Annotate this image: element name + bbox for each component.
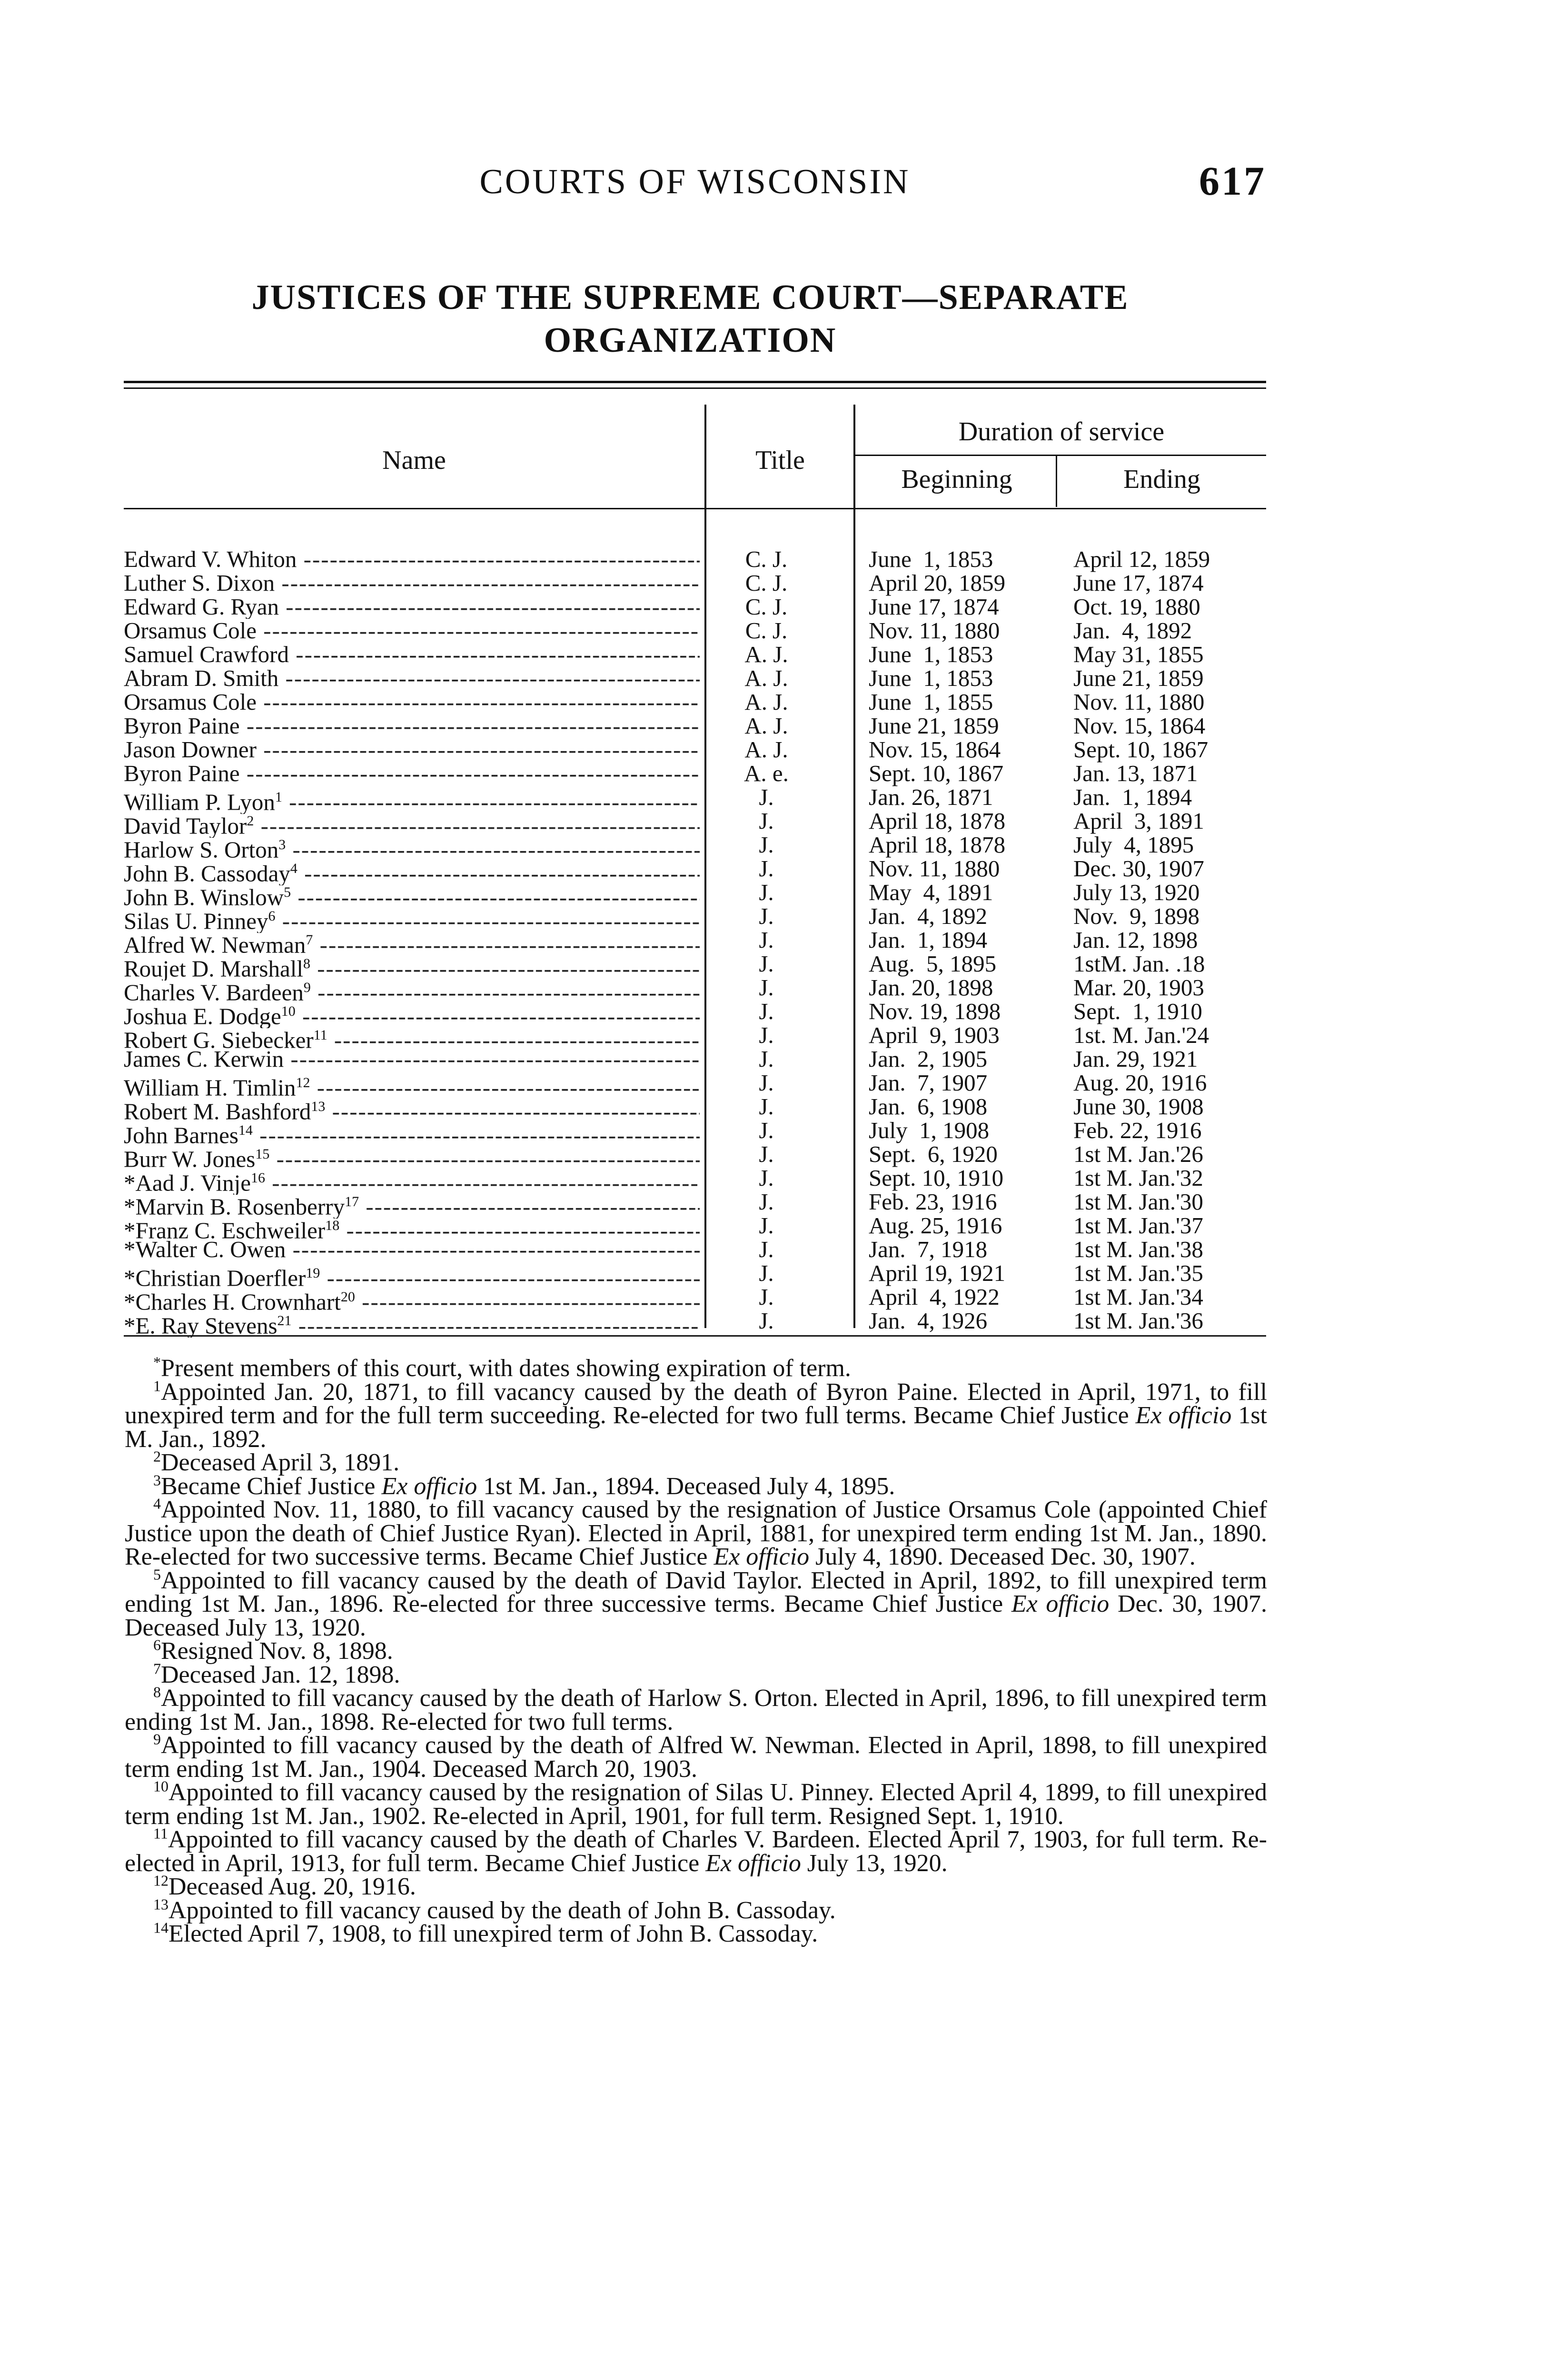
footnote-ref: 12: [296, 1075, 310, 1091]
footnote-italic: Ex officio: [1135, 1402, 1232, 1429]
justice-name-text: *Aad J. Vinje: [124, 1170, 251, 1195]
footnote-mark: 12: [153, 1872, 168, 1889]
service-beginning: Nov. 19, 1898: [869, 998, 1001, 1024]
service-ending: 1st M. Jan.'38: [1073, 1236, 1203, 1262]
service-ending: June 17, 1874: [1073, 570, 1204, 596]
justice-name-text: William P. Lyon: [124, 789, 275, 814]
table-row: [124, 974, 1266, 1005]
justice-title: J.: [759, 784, 774, 810]
footnote-text: Appointed to fill vacancy caused by the resignation of Silas U. Pinney. Elected April 4, 1899, to fill unexpired term ending 1st M. Jan., 1902. Re-elected in April, 1901, for full term. Resigned Sept. 1, 1910.: [125, 1779, 1267, 1830]
footnote-ref: 8: [303, 956, 310, 972]
footnote: [125, 1730, 1267, 1783]
footnote: [125, 1825, 1267, 1877]
service-ending: Sept. 1, 1910: [1073, 998, 1202, 1024]
justice-name-text: Luther S. Dixon: [124, 571, 275, 595]
table-row: [124, 1047, 1266, 1071]
justice-name-text: James C. Kerwin: [124, 1047, 284, 1071]
justice-name-text: Orsamus Cole: [124, 690, 257, 714]
service-beginning: Nov. 15, 1864: [869, 736, 1001, 763]
service-beginning: Sept. 10, 1910: [869, 1165, 1004, 1191]
service-beginning: Aug. 5, 1895: [869, 951, 997, 977]
table-row: [124, 619, 1266, 643]
service-ending: April 3, 1891: [1073, 808, 1204, 834]
footnote-text: Appointed to fill vacancy caused by the death of David Taylor. Elected in April, 1892, to fill unexpired term ending 1st M. Jan., 1896. Re-elected for three successive terms. Became Chief Justice: [125, 1567, 1267, 1617]
table-row: [124, 1212, 1266, 1243]
col-header-ending: Ending: [1123, 465, 1200, 494]
service-beginning: April 9, 1903: [869, 1022, 1000, 1048]
service-beginning: Jan. 7, 1918: [869, 1236, 988, 1262]
footnote-ref: 10: [281, 1003, 296, 1019]
table-row: [124, 1238, 1266, 1261]
justice-name-text: John B. Cassoday: [124, 860, 290, 886]
service-beginning: Sept. 10, 1867: [869, 760, 1004, 786]
footnote-mark: 5: [153, 1566, 161, 1583]
footnote-ref: 9: [303, 980, 311, 995]
service-ending: Nov. 15, 1864: [1073, 713, 1206, 739]
service-beginning: Jan. 6, 1908: [869, 1093, 988, 1120]
page-number: 617: [1199, 158, 1266, 204]
footnote-text: Deceased April 3, 1891.: [161, 1449, 400, 1476]
justice-name-text: Silas U. Pinney: [124, 908, 268, 933]
service-beginning: Feb. 23, 1916: [869, 1189, 997, 1215]
table-row: [124, 1117, 1266, 1148]
table-row: [124, 903, 1266, 933]
running-head: [124, 158, 1266, 214]
footnote: [125, 1448, 1267, 1476]
justice-name-text: Harlow S. Orton: [124, 836, 279, 862]
service-ending: 1st. M. Jan.'24: [1073, 1022, 1209, 1048]
service-beginning: May 4, 1891: [869, 879, 993, 905]
service-ending: May 31, 1855: [1073, 641, 1204, 667]
service-beginning: Jan. 4, 1892: [869, 903, 988, 929]
service-ending: Dec. 30, 1907: [1073, 855, 1204, 882]
justice-name-text: John Barnes: [124, 1122, 238, 1148]
footnote-mark: 1: [153, 1377, 161, 1395]
justice-title: J.: [759, 1284, 774, 1310]
col-header-beginning: Beginning: [901, 465, 1012, 494]
col-header-name: Name: [382, 446, 446, 475]
footnote-ref: 2: [247, 813, 254, 829]
justice-title: J.: [759, 951, 774, 977]
justice-name-text: Byron Paine: [124, 762, 240, 785]
justice-title: J.: [759, 1046, 774, 1072]
table-row: [124, 879, 1266, 910]
table-row: [124, 666, 1266, 690]
justice-title: J.: [759, 1308, 774, 1334]
table-top-rule-1: [124, 381, 1266, 383]
footnote-mark: 8: [153, 1683, 161, 1701]
service-beginning: Sept. 6, 1920: [869, 1141, 998, 1167]
footnote-ref: 21: [277, 1313, 292, 1329]
justice-name: [124, 714, 700, 738]
justice-name: [124, 666, 700, 690]
service-beginning: April 19, 1921: [869, 1260, 1006, 1286]
justice-name: [124, 690, 700, 714]
justice-title: J.: [759, 1117, 774, 1143]
section-title-line-1: JUSTICES OF THE SUPREME COURT—SEPARATE: [251, 278, 1129, 317]
justice-name: [124, 643, 700, 666]
footnote-ref: 7: [306, 932, 313, 948]
service-ending: Nov. 11, 1880: [1073, 689, 1205, 715]
table-row: [124, 808, 1266, 838]
footnote-text: Appointed to fill vacancy caused by the death of Charles V. Bardeen. Elected April 7, 1903, for full term. Re-elected in April, 1913, for full term. Became Chief Justice: [125, 1826, 1267, 1877]
footnote-mark: 14: [153, 1919, 168, 1936]
service-beginning: June 21, 1859: [869, 713, 999, 739]
footnote: [125, 1471, 1267, 1500]
col-header-duration: Duration of service: [958, 417, 1165, 446]
footnote-text: Became Chief Justice: [161, 1472, 382, 1500]
table-row: [124, 1284, 1266, 1314]
footnote-mark: 3: [153, 1471, 161, 1489]
justice-name-text: Joshua E. Dodge: [124, 1003, 281, 1029]
footnote: [125, 1377, 1267, 1453]
footnote: [125, 1495, 1267, 1570]
footnote-text: Resigned Nov. 8, 1898.: [161, 1637, 393, 1665]
running-head-title: COURTS OF WISCONSIN: [479, 162, 911, 201]
footnote: [125, 1353, 1267, 1382]
footnote-mark: 7: [153, 1660, 161, 1677]
footnote-ref: 6: [268, 908, 276, 924]
service-ending: Feb. 22, 1916: [1073, 1117, 1202, 1143]
service-ending: June 21, 1859: [1073, 665, 1204, 691]
footnote: [125, 1660, 1267, 1688]
justice-name: [124, 595, 700, 619]
footnote-text: Present members of this court, with dates showing expiration of term.: [161, 1355, 851, 1382]
footnote-text: Appointed to fill vacancy caused by the death of Alfred W. Newman. Elected in April, 1898, to fill unexpired term ending 1st M. Jan., 1904. Deceased March 20, 1903.: [125, 1732, 1267, 1783]
service-ending: 1st M. Jan.'26: [1073, 1141, 1203, 1167]
justice-title: J.: [759, 832, 774, 858]
duration-subhead-rule: [855, 455, 1266, 456]
justice-name-text: Robert G. Siebecker: [124, 1027, 314, 1052]
footnote-ref: 11: [313, 1027, 327, 1043]
justice-title: A. J.: [744, 713, 788, 739]
service-beginning: June 1, 1855: [869, 689, 993, 715]
justice-name-text: Robert M. Bashford: [124, 1098, 311, 1124]
footnote-text: July 4, 1890. Deceased Dec. 30, 1907.: [809, 1543, 1196, 1570]
footnote-text: Dec. 30, 1907. Deceased July 13, 1920.: [125, 1590, 1267, 1641]
table-row: [124, 738, 1266, 762]
footnote-text: Elected April 7, 1908, to fill unexpired term of John B. Cassoday.: [168, 1920, 818, 1947]
table-row: [124, 951, 1266, 981]
service-beginning: June 1, 1853: [869, 641, 993, 667]
justice-title: J.: [759, 1236, 774, 1262]
justice-name-text: Edward G. Ryan: [124, 595, 279, 619]
justice-name: [124, 1309, 700, 1338]
footnote-text: July 13, 1920.: [801, 1849, 948, 1877]
service-ending: Jan. 4, 1892: [1073, 617, 1192, 644]
justice-title: J.: [759, 974, 774, 1001]
footnote-text: Appointed Nov. 11, 1880, to fill vacancy caused by the resignation of Justice Orsamus Cole (appointed Chief Justice upon the death of Chief Justice Ryan). Elected in April, 1881, for unexpired term ending 1st M. Jan., 1890. Re-elected for two successive terms. Became Chief Justice: [125, 1496, 1267, 1570]
justice-name-text: John B. Winslow: [124, 884, 284, 910]
table-row: [124, 1165, 1266, 1195]
service-ending: Jan. 1, 1894: [1073, 784, 1192, 810]
service-beginning: June 1, 1853: [869, 665, 993, 691]
justice-name-text: Burr W. Jones: [124, 1146, 256, 1171]
table-row: [124, 1260, 1266, 1290]
justice-name-text: *Franz C. Eschweiler: [124, 1217, 326, 1243]
justice-name-text: Edward V. Whiton: [124, 547, 297, 571]
table-row: [124, 595, 1266, 619]
justice-name: [124, 1047, 700, 1071]
service-beginning: Aug. 25, 1916: [869, 1212, 1002, 1239]
service-ending: Mar. 20, 1903: [1073, 974, 1204, 1001]
service-ending: Jan. 29, 1921: [1073, 1046, 1198, 1072]
section-title: [143, 276, 1238, 362]
justice-name-text: Alfred W. Newman: [124, 932, 306, 957]
justice-name-text: David Taylor: [124, 813, 247, 838]
justice-name: [124, 762, 700, 785]
justice-name-text: *Walter C. Owen: [124, 1238, 286, 1261]
justice-name-text: Byron Paine: [124, 714, 240, 738]
footnote: [125, 1919, 1267, 1947]
footnote-mark: 9: [153, 1730, 161, 1748]
justice-title: A. J.: [744, 736, 788, 763]
service-beginning: Jan. 2, 1905: [869, 1046, 988, 1072]
service-beginning: April 4, 1922: [869, 1284, 1000, 1310]
service-beginning: Jan. 7, 1907: [869, 1070, 988, 1096]
justice-name: [124, 1238, 700, 1261]
table-row: [124, 1093, 1266, 1124]
footnote-italic: Ex officio: [381, 1472, 477, 1500]
justice-name-text: Orsamus Cole: [124, 619, 257, 643]
service-ending: Jan. 12, 1898: [1073, 927, 1198, 953]
table-row: [124, 832, 1266, 862]
justice-title: C. J.: [745, 546, 788, 572]
service-ending: Oct. 19, 1880: [1073, 594, 1200, 620]
justice-title: C. J.: [745, 570, 788, 596]
justice-name-text: William H. Timlin: [124, 1074, 296, 1100]
justice-title: J.: [759, 903, 774, 929]
justice-name-text: Jason Downer: [124, 738, 257, 762]
footnote-ref: 4: [290, 861, 297, 876]
table-row: [124, 855, 1266, 886]
justice-name-text: *E. Ray Stevens: [124, 1312, 277, 1338]
footnote: [125, 1636, 1267, 1665]
footnote-ref: 15: [255, 1146, 270, 1162]
footnote-text: Appointed Jan. 20, 1871, to fill vacancy caused by the death of Byron Paine. Elected in April, 1971, to fill unexpired term and for the full term succeeding. Re-elected for two full terms. Became Chief Justice: [125, 1378, 1267, 1429]
justice-title: J.: [759, 855, 774, 882]
justice-title: J.: [759, 998, 774, 1024]
service-ending: 1st M. Jan.'36: [1073, 1308, 1203, 1334]
footnote-ref: 1: [275, 789, 282, 805]
justice-name-text: *Marvin B. Rosenberry: [124, 1193, 345, 1219]
footnote-ref: 20: [340, 1289, 355, 1305]
service-beginning: June 17, 1874: [869, 594, 999, 620]
footnote-text: 1st M. Jan., 1892.: [125, 1402, 1267, 1453]
justice-name: [124, 738, 700, 762]
service-ending: Jan. 13, 1871: [1073, 760, 1198, 786]
footnote-italic: Ex officio: [705, 1849, 801, 1877]
footnote-ref: 19: [306, 1265, 320, 1281]
footnote: [125, 1777, 1267, 1830]
table-row: [124, 927, 1266, 957]
service-beginning: Jan. 20, 1898: [869, 974, 993, 1001]
justice-title: J.: [759, 1141, 774, 1167]
table-row: [124, 1189, 1266, 1219]
service-ending: Nov. 9, 1898: [1073, 903, 1199, 929]
service-beginning: April 18, 1878: [869, 808, 1006, 834]
service-ending: 1st M. Jan.'32: [1073, 1165, 1203, 1191]
footnote-text: Appointed to fill vacancy caused by the death of John B. Cassoday.: [168, 1896, 836, 1924]
table-row: [124, 547, 1266, 571]
justice-title: A. J.: [744, 665, 788, 691]
justice-name-text: Samuel Crawford: [124, 643, 289, 666]
footnote-mark: 4: [153, 1495, 161, 1512]
justice-title: A. J.: [744, 689, 788, 715]
service-ending: Sept. 10, 1867: [1073, 736, 1209, 763]
section-title-line-2: ORGANIZATION: [544, 321, 837, 360]
justice-name-text: *Christian Doerfler: [124, 1265, 306, 1290]
footnote-mark: *: [153, 1353, 161, 1371]
justice-title: J.: [759, 1212, 774, 1239]
justice-name-text: *Charles H. Crownhart: [124, 1289, 341, 1314]
justice-title: J.: [759, 1260, 774, 1286]
table-row: [124, 998, 1266, 1029]
footnote-text: Deceased Jan. 12, 1898.: [161, 1661, 400, 1688]
table-row: [124, 690, 1266, 714]
footnote-italic: Ex officio: [714, 1543, 810, 1570]
justice-name-text: Abram D. Smith: [124, 666, 279, 690]
justice-title: C. J.: [745, 617, 788, 644]
justice-title: J.: [759, 1070, 774, 1096]
footnote-ref: 14: [238, 1122, 253, 1138]
justice-name: [124, 619, 700, 643]
justice-title: A. J.: [744, 641, 788, 667]
table-top-rule-2: [124, 387, 1266, 389]
service-ending: 1st M. Jan.'34: [1073, 1284, 1203, 1310]
justice-title: J.: [759, 1189, 774, 1215]
justice-name-text: Charles V. Bardeen: [124, 979, 304, 1005]
justice-title: A. e.: [744, 760, 789, 786]
justice-title: J.: [759, 1093, 774, 1120]
footnote-ref: 17: [345, 1194, 359, 1210]
table-row: [124, 571, 1266, 595]
justice-title: J.: [759, 927, 774, 953]
footnote-ref: 5: [284, 884, 291, 900]
footnote: [125, 1872, 1267, 1900]
service-ending: April 12, 1859: [1073, 546, 1210, 572]
justice-title: J.: [759, 879, 774, 905]
service-ending: July 4, 1895: [1073, 832, 1194, 858]
service-beginning: April 20, 1859: [869, 570, 1006, 596]
footnote-text: Deceased Aug. 20, 1916.: [168, 1873, 416, 1900]
footnote-ref: 13: [311, 1099, 326, 1114]
table-row: [124, 1022, 1266, 1052]
footnote-ref: 18: [325, 1218, 340, 1233]
service-beginning: Jan. 26, 1871: [869, 784, 993, 810]
footnote-mark: 6: [153, 1636, 161, 1654]
service-beginning: Nov. 11, 1880: [869, 617, 1000, 644]
justice-title: J.: [759, 1022, 774, 1048]
justice-name: [124, 547, 700, 571]
footnote-text: Appointed to fill vacancy caused by the death of Harlow S. Orton. Elected in April, 1896, to fill unexpired term ending 1st M. Jan., 1898. Re-elected for two full terms.: [125, 1685, 1267, 1735]
service-beginning: July 1, 1908: [869, 1117, 990, 1143]
footnote-mark: 10: [153, 1777, 168, 1795]
footnote: [125, 1683, 1267, 1735]
justice-title: J.: [759, 808, 774, 834]
footnote-text: 1st M. Jan., 1894. Deceased July 4, 1895.: [477, 1472, 895, 1500]
service-beginning: Nov. 11, 1880: [869, 855, 1000, 882]
footnotes: [125, 1353, 1267, 1947]
footnote-ref: 3: [278, 837, 286, 853]
col-header-title: Title: [755, 446, 805, 475]
service-ending: June 30, 1908: [1073, 1093, 1204, 1120]
table-row: [124, 1308, 1266, 1338]
table-row: [124, 714, 1266, 738]
justice-name: [124, 571, 700, 595]
table-row: [124, 784, 1266, 814]
service-ending: 1stM. Jan. .18: [1073, 951, 1205, 977]
service-ending: 1st M. Jan.'30: [1073, 1189, 1203, 1215]
service-ending: 1st M. Jan.'37: [1073, 1212, 1203, 1239]
footnote: [125, 1566, 1267, 1641]
service-ending: July 13, 1920: [1073, 879, 1200, 905]
service-ending: Aug. 20, 1916: [1073, 1070, 1207, 1096]
table-row: [124, 1070, 1266, 1100]
service-beginning: Jan. 4, 1926: [869, 1308, 988, 1334]
table-row: [124, 643, 1266, 666]
service-beginning: Jan. 1, 1894: [869, 927, 988, 953]
service-ending: 1st M. Jan.'35: [1073, 1260, 1203, 1286]
footnote-mark: 11: [153, 1825, 168, 1842]
service-beginning: April 18, 1878: [869, 832, 1006, 858]
footnote: [125, 1895, 1267, 1924]
justice-name-text: Roujet D. Marshall: [124, 955, 303, 981]
header-bottom-rule: [124, 508, 1266, 509]
table-row: [124, 1141, 1266, 1171]
justice-title: C. J.: [745, 594, 788, 620]
footnote-italic: Ex officio: [1011, 1590, 1110, 1617]
service-beginning: June 1, 1853: [869, 546, 993, 572]
table-row: [124, 762, 1266, 785]
justice-title: J.: [759, 1165, 774, 1191]
footnote-mark: 13: [153, 1895, 168, 1913]
footnote-mark: 2: [153, 1448, 161, 1465]
footnote-ref: 16: [251, 1170, 265, 1186]
